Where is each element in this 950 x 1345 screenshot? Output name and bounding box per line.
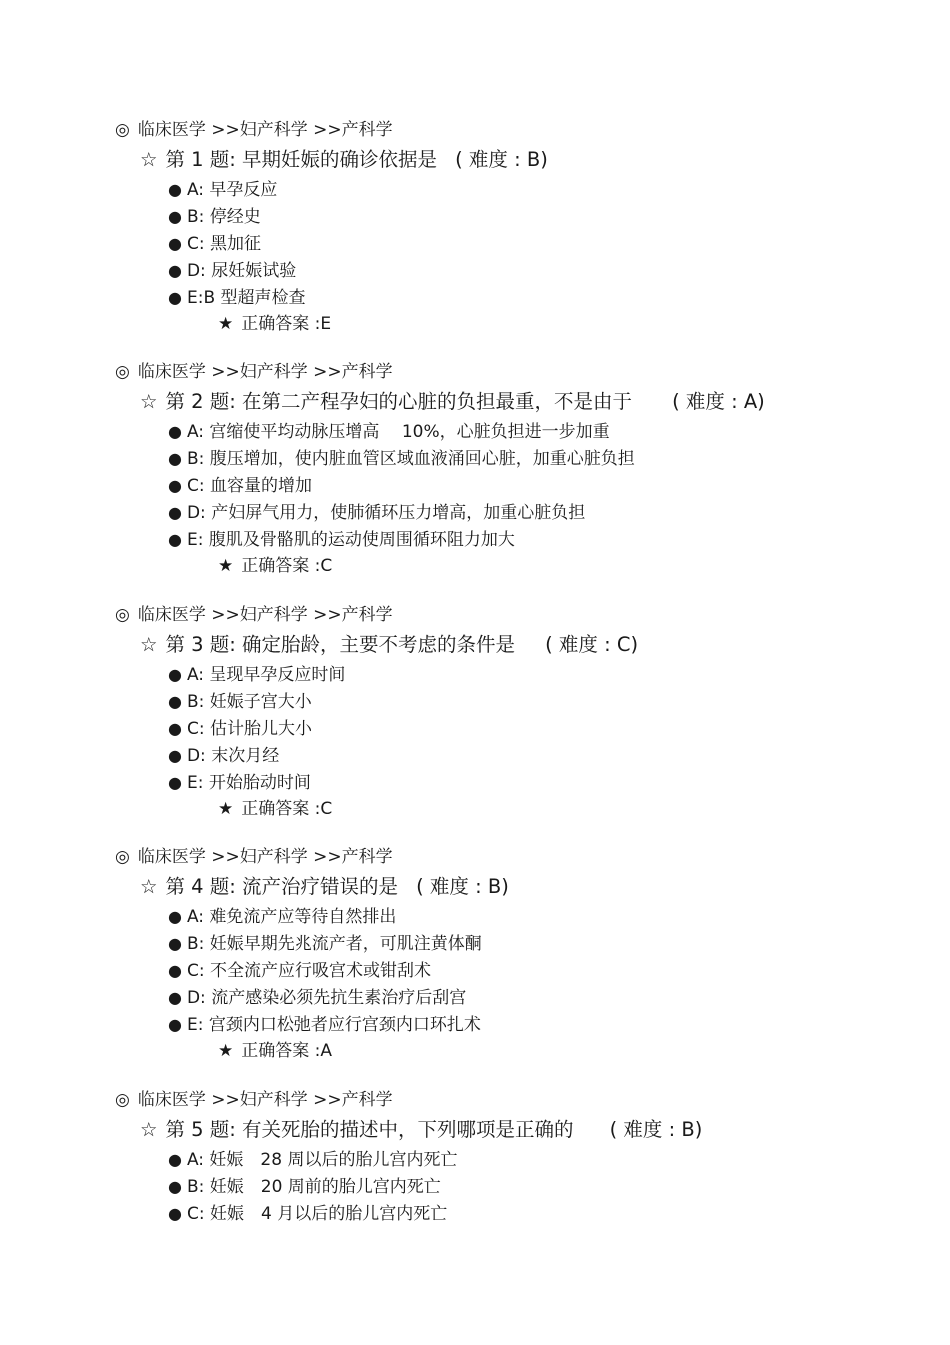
option-item	[168, 960, 482, 987]
question-text: 第 5 题: 有关死胎的描述中，下列哪项是正确的	[165, 1118, 574, 1141]
option-item	[168, 529, 635, 556]
option-text: C: 估计胎儿大小	[186, 719, 312, 739]
category-path	[115, 361, 393, 383]
question-text: 第 4 题: 流产治疗错误的是	[165, 875, 399, 898]
double-circle-icon: ◎	[115, 847, 130, 867]
option-item	[168, 1176, 457, 1203]
option-item	[168, 475, 635, 502]
option-item	[168, 448, 635, 475]
category-path	[115, 846, 393, 868]
option-text: B: 妊娠 20 周前的胎儿宫内死亡	[186, 1177, 441, 1197]
option-text: A: 难免流产应等待自然排出	[186, 907, 397, 927]
bullet-icon: ●	[168, 261, 182, 280]
question-title	[140, 1117, 702, 1143]
option-item	[168, 1203, 457, 1230]
option-text: C: 不全流产应行吸宫术或钳刮术	[186, 961, 431, 981]
answer-text: 正确答案 :C	[241, 556, 333, 576]
category-text: 临床医学 >>妇产科学 >>产科学	[137, 605, 393, 625]
option-text: D: 产妇屏气用力，使肺循环压力增高，加重心脏负担	[186, 503, 586, 523]
bullet-icon: ●	[168, 719, 182, 738]
bullet-icon: ●	[168, 773, 182, 792]
option-list	[168, 1149, 457, 1230]
bullet-icon: ●	[168, 288, 182, 307]
correct-answer	[218, 1040, 332, 1062]
correct-answer	[218, 798, 332, 820]
difficulty-label: ( 难度 : B)	[455, 148, 548, 171]
bullet-icon: ●	[168, 503, 182, 522]
bullet-icon: ●	[168, 692, 182, 711]
bullet-icon: ●	[168, 1015, 182, 1034]
option-item	[168, 1149, 457, 1176]
filled-star-icon: ★	[218, 799, 234, 819]
question-title	[140, 389, 765, 415]
option-text: E: 宫颈内口松弛者应行宫颈内口环扎术	[186, 1015, 481, 1035]
option-list	[168, 906, 482, 1041]
question-title	[140, 874, 509, 900]
option-text: A: 宫缩使平均动脉压增高 10%，心脏负担进一步加重	[186, 422, 610, 442]
option-item	[168, 772, 345, 799]
bullet-icon: ●	[168, 476, 182, 495]
bullet-icon: ●	[168, 988, 182, 1007]
filled-star-icon: ★	[218, 314, 234, 334]
option-list	[168, 421, 635, 556]
hollow-star-icon: ☆	[140, 148, 158, 171]
question-title	[140, 147, 548, 173]
category-path	[115, 604, 393, 626]
option-text: E: 开始胎动时间	[186, 773, 311, 793]
category-text: 临床医学 >>妇产科学 >>产科学	[137, 120, 393, 140]
option-item	[168, 745, 345, 772]
option-text: C: 血容量的增加	[186, 476, 312, 496]
answer-text: 正确答案 :A	[241, 1041, 333, 1061]
option-text: A: 早孕反应	[186, 180, 278, 200]
option-item	[168, 421, 635, 448]
hollow-star-icon: ☆	[140, 633, 158, 656]
option-text: C: 妊娠 4 月以后的胎儿宫内死亡	[186, 1204, 448, 1224]
bullet-icon: ●	[168, 1177, 182, 1196]
double-circle-icon: ◎	[115, 1090, 130, 1110]
option-text: E: 腹肌及骨骼肌的运动使周围循环阻力加大	[186, 530, 515, 550]
category-path	[115, 1089, 393, 1111]
option-list	[168, 179, 306, 314]
option-text: B: 腹压增加，使内脏血管区域血液涌回心脏，加重心脏负担	[186, 449, 635, 469]
option-text: B: 妊娠早期先兆流产者，可肌注黄体酮	[186, 934, 482, 954]
option-item	[168, 718, 345, 745]
bullet-icon: ●	[168, 422, 182, 441]
bullet-icon: ●	[168, 907, 182, 926]
bullet-icon: ●	[168, 207, 182, 226]
hollow-star-icon: ☆	[140, 390, 158, 413]
category-text: 临床医学 >>妇产科学 >>产科学	[137, 362, 393, 382]
question-text: 第 1 题: 早期妊娠的确诊依据是	[165, 148, 438, 171]
option-text: C: 黑加征	[186, 234, 261, 254]
bullet-icon: ●	[168, 665, 182, 684]
option-text: E:B 型超声检查	[186, 288, 306, 308]
bullet-icon: ●	[168, 449, 182, 468]
option-item	[168, 233, 306, 260]
question-text: 第 2 题: 在第二产程孕妇的心脏的负担最重，不是由于	[165, 390, 633, 413]
option-item	[168, 206, 306, 233]
double-circle-icon: ◎	[115, 120, 130, 140]
bullet-icon: ●	[168, 180, 182, 199]
double-circle-icon: ◎	[115, 362, 130, 382]
option-item	[168, 987, 482, 1014]
answer-text: 正确答案 :E	[241, 314, 332, 334]
bullet-icon: ●	[168, 1150, 182, 1169]
option-text: B: 妊娠子宫大小	[186, 692, 312, 712]
option-item	[168, 691, 345, 718]
category-text: 临床医学 >>妇产科学 >>产科学	[137, 847, 393, 867]
option-list	[168, 664, 345, 799]
option-item	[168, 1014, 482, 1041]
bullet-icon: ●	[168, 746, 182, 765]
option-item	[168, 906, 482, 933]
hollow-star-icon: ☆	[140, 875, 158, 898]
bullet-icon: ●	[168, 234, 182, 253]
hollow-star-icon: ☆	[140, 1118, 158, 1141]
question-text: 第 3 题: 确定胎龄，主要不考虑的条件是	[165, 633, 516, 656]
difficulty-label: ( 难度 : B)	[609, 1118, 703, 1141]
bullet-icon: ●	[168, 934, 182, 953]
bullet-icon: ●	[168, 961, 182, 980]
difficulty-label: ( 难度 : A)	[672, 390, 765, 413]
answer-text: 正确答案 :C	[241, 799, 333, 819]
category-text: 临床医学 >>妇产科学 >>产科学	[137, 1090, 393, 1110]
difficulty-label: ( 难度 : C)	[545, 633, 639, 656]
option-text: A: 呈现早孕反应时间	[186, 665, 346, 685]
category-path	[115, 119, 393, 141]
filled-star-icon: ★	[218, 556, 234, 576]
question-title	[140, 632, 638, 658]
correct-answer	[218, 555, 332, 577]
option-item	[168, 287, 306, 314]
correct-answer	[218, 313, 331, 335]
option-text: D: 尿妊娠试验	[186, 261, 297, 281]
option-item	[168, 933, 482, 960]
bullet-icon: ●	[168, 1204, 182, 1223]
difficulty-label: ( 难度 : B)	[416, 875, 509, 898]
option-item	[168, 502, 635, 529]
option-item	[168, 664, 345, 691]
bullet-icon: ●	[168, 530, 182, 549]
option-item	[168, 260, 306, 287]
filled-star-icon: ★	[218, 1041, 234, 1061]
option-text: B: 停经史	[186, 207, 261, 227]
option-text: A: 妊娠 28 周以后的胎儿宫内死亡	[186, 1150, 458, 1170]
double-circle-icon: ◎	[115, 605, 130, 625]
option-text: D: 流产感染必须先抗生素治疗后刮宫	[186, 988, 467, 1008]
option-item	[168, 179, 306, 206]
option-text: D: 末次月经	[186, 746, 280, 766]
